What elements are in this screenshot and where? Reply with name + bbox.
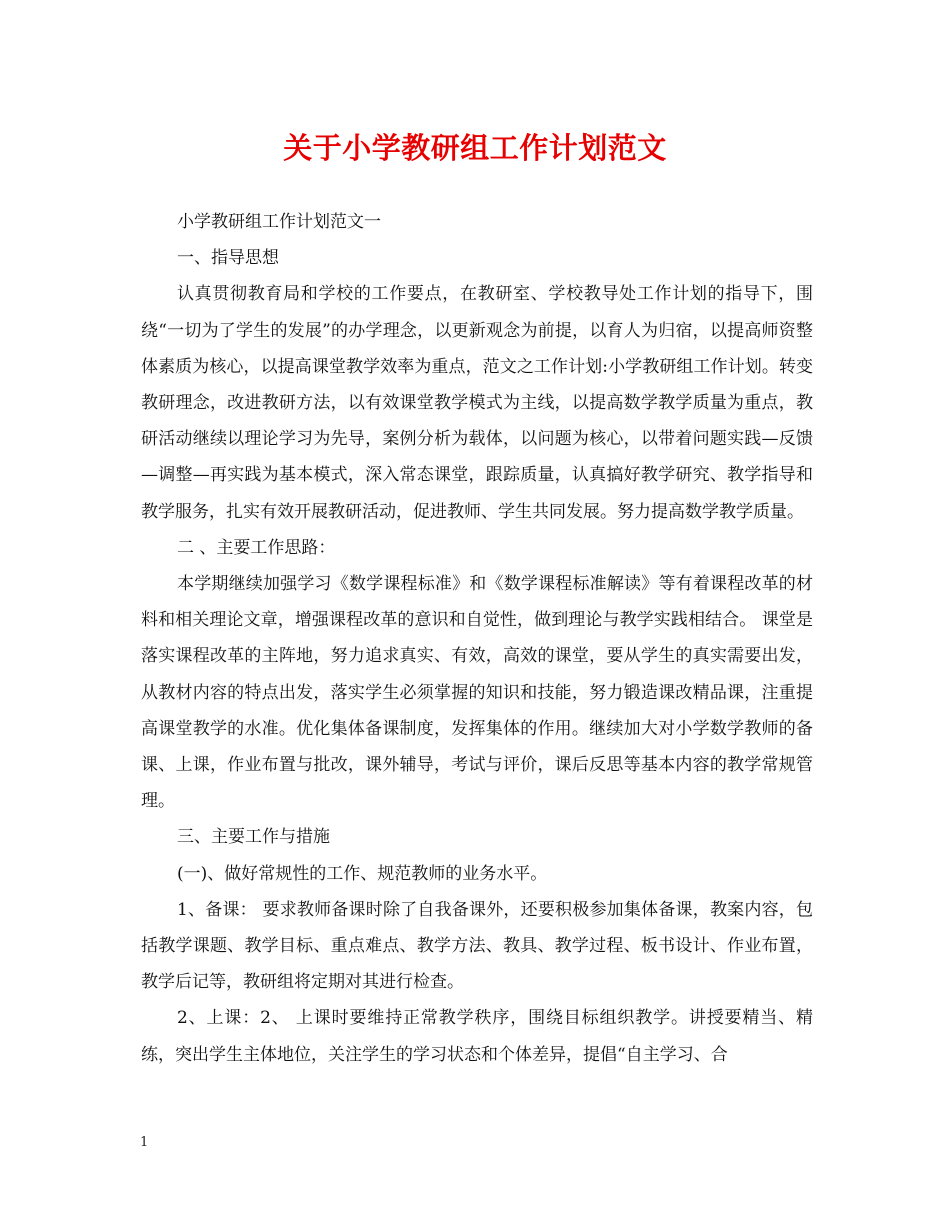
paragraph-subheading-routine-work: (一)、做好常规性的工作、规范教师的业务水平。 [177,863,548,884]
document-title: 关于小学教研组工作计划范文 [283,131,667,165]
paragraph-work-approach: 本学期继续加强学习《数学课程标准》和《数学课程标准解读》等有着课程改革的材料和相关理论文章，增强课程改革的意识和自觉性，做到理论与教学实践相结合。 课堂是落实课程改革的主阵地，努力追求真实、有效，高效的课堂，要从学生的真实需要出发，从教材内容的特点出发，落实学生必须掌握的知识和技能，努力锻造课改精品课，注重提高课堂教学的水准。优化集体备课制度，发挥集体的作用。继续加大对小学数学教师的备课、上课，作业布置与批改，课外辅导，考试与评价，课后反思等基本内容的教学常规管理。 [141,574,813,812]
page-number: 1 [140,1135,149,1150]
paragraph-lesson-prep: 1、备课： 要求教师备课时除了自我备课外，还要积极参加集体备课，教案内容，包括教学课题、教学目标、重点难点、教学方法、教具、教学过程、板书设计、作业布置，教学后记等，教研组将定期对其进行检查。 [141,899,813,993]
paragraph-heading-main-work: 三、主要工作与措施 [177,827,330,848]
paragraph-heading-guiding-ideas: 一、指导思想 [177,248,279,269]
paragraph-guiding-ideas: 认真贯彻教育局和学校的工作要点，在教研室、学校教导处工作计划的指导下，围绕“一切为了学生的发展”的办学理念，以更新观念为前提，以育人为归宿，以提高师资整体素质为核心，以提高课堂教学效率为重点，范文之工作计划:小学教研组工作计划。转变教研理念，改进教研方法，以有效课堂教学模式为主线，以提高数学教学质量为重点，教研活动继续以理论学习为先导，案例分析为载体，以问题为核心，以带着问题实践—反馈—调整—再实践为基本模式，深入常态课堂，跟踪质量，认真搞好教学研究、教学指导和教学服务，扎实有效开展教研活动，促进教师、学生共同发展。努力提高数学教学质量。 [141,284,813,522]
document-body [141,204,813,1073]
paragraph-section-heading: 小学教研组工作计划范文一 [177,212,381,232]
paragraph-heading-work-approach: 二 、主要工作思路： [177,537,336,558]
paragraph-teaching: 2、上课：2、 上课时要维持正常教学秩序，围绕目标组织教学。讲授要精当、精练，突出学生主体地位，关注学生的学习状态和个体差异，提倡“自主学习、合 [141,1008,813,1065]
